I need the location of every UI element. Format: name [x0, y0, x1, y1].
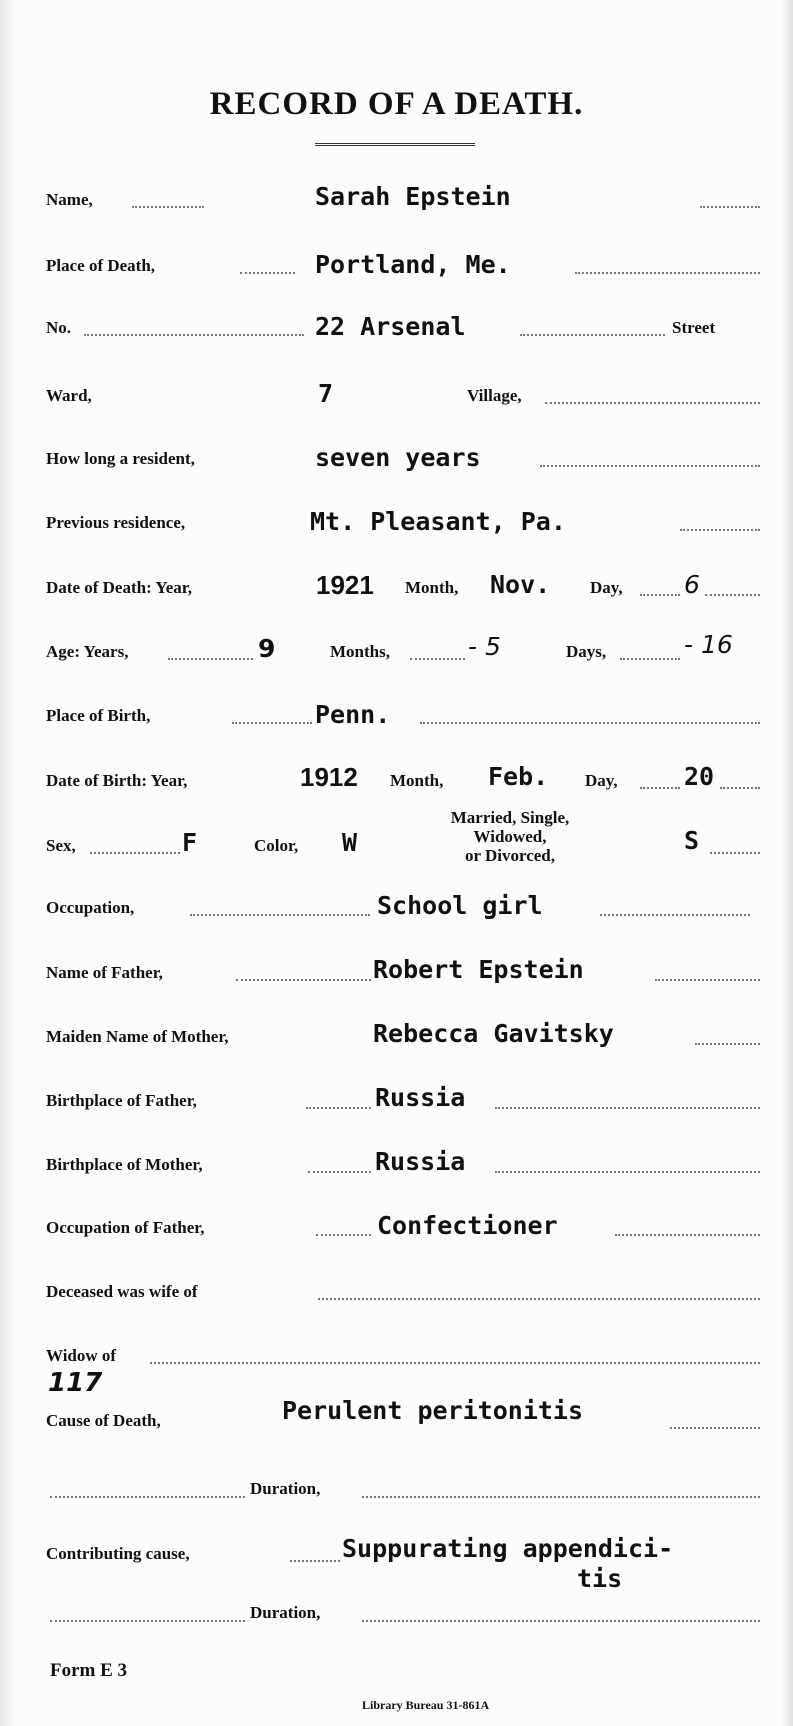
- father-occupation-dots-trail: [615, 1234, 760, 1236]
- page-shadow-left: [0, 0, 16, 1726]
- contributing-dots: [290, 1560, 340, 1562]
- name-dots-trail: [700, 206, 760, 208]
- street-no-value: 22 Arsenal: [315, 312, 466, 341]
- cause-value: Perulent peritonitis: [282, 1396, 584, 1425]
- mother-birthplace-value: Russia: [375, 1147, 466, 1176]
- place-of-birth-value: Penn.: [315, 700, 391, 729]
- dod-year-value: 1921: [316, 570, 374, 600]
- sex-label: Sex,: [46, 836, 76, 855]
- dob-day-dots-lead: [640, 787, 680, 789]
- dod-month-label: Month,: [405, 578, 459, 597]
- wife-of-label: Deceased was wife of: [46, 1282, 198, 1301]
- mother-maiden-label: Maiden Name of Mother,: [46, 1027, 229, 1046]
- age-years-label: Age: Years,: [46, 642, 129, 661]
- age-months-label: Months,: [330, 642, 390, 661]
- age-years-dots: [168, 658, 253, 660]
- duration-2-label: Duration,: [250, 1603, 321, 1622]
- marital-label-line-3: or Divorced,: [464, 846, 556, 865]
- margin-note: 117: [48, 1368, 103, 1398]
- place-of-birth-dots-trail: [420, 722, 760, 724]
- contributing-value-line-1: Suppurating appendici-: [342, 1534, 674, 1563]
- widow-of-dots: [150, 1362, 760, 1364]
- contributing-value-line-2: tis: [577, 1564, 623, 1593]
- marital-value: S: [684, 826, 700, 855]
- place-of-death-value: Portland, Me.: [315, 250, 511, 279]
- previous-residence-label: Previous residence,: [46, 513, 186, 532]
- village-dots: [545, 402, 760, 404]
- wife-of-dots: [318, 1298, 760, 1300]
- sex-dots: [90, 852, 180, 854]
- place-of-death-dots-lead: [240, 272, 295, 274]
- cause-label: Cause of Death,: [46, 1411, 161, 1430]
- ward-label: Ward,: [46, 386, 92, 405]
- resident-dots: [540, 465, 760, 467]
- form-title: RECORD OF A DEATH.: [209, 86, 584, 122]
- place-of-birth-dots-lead: [232, 722, 312, 724]
- dod-day-value: 6: [684, 570, 700, 599]
- father-name-dots-trail: [655, 979, 760, 981]
- duration-1-dots-trail: [362, 1496, 760, 1498]
- father-birthplace-value: Russia: [375, 1083, 466, 1112]
- marital-label-line-2: Widowed,: [473, 827, 547, 846]
- page-shadow-right: [781, 0, 793, 1726]
- occupation-dots-lead: [190, 914, 370, 916]
- father-name-value: Robert Epstein: [373, 955, 584, 984]
- cause-dots: [670, 1427, 760, 1429]
- age-months-value: - 5: [468, 632, 501, 661]
- father-name-label: Name of Father,: [46, 963, 163, 982]
- duration-2-dots-trail: [362, 1620, 760, 1622]
- ward-value: 7: [318, 379, 334, 408]
- dod-day-label: Day,: [590, 578, 623, 597]
- age-days-dots: [620, 658, 680, 660]
- duration-1-label: Duration,: [250, 1479, 321, 1498]
- street-no-label: No.: [46, 318, 72, 337]
- place-of-birth-label: Place of Birth,: [46, 706, 151, 725]
- previous-residence-dots: [680, 529, 760, 531]
- dob-year-value: 1912: [300, 762, 358, 792]
- village-label: Village,: [467, 386, 522, 405]
- age-years-value: 9: [258, 634, 276, 663]
- street-label: Street: [672, 318, 716, 337]
- father-occupation-dots-lead: [316, 1234, 371, 1236]
- form-number: Form E 3: [50, 1660, 128, 1681]
- title-rule: [315, 143, 475, 146]
- mother-maiden-dots: [695, 1043, 760, 1045]
- name-label: Name,: [46, 190, 93, 209]
- resident-label: How long a resident,: [46, 449, 195, 468]
- color-value: W: [342, 828, 358, 857]
- name-dots-lead: [132, 206, 204, 208]
- mother-birthplace-dots-lead: [308, 1171, 371, 1173]
- sex-value: F: [182, 828, 198, 857]
- name-value: Sarah Epstein: [315, 182, 511, 211]
- dob-year-label: Date of Birth: Year,: [46, 771, 188, 790]
- dod-day-dots-trail: [705, 594, 760, 596]
- mother-maiden-value: Rebecca Gavitsky: [373, 1019, 614, 1048]
- father-occupation-label: Occupation of Father,: [46, 1218, 205, 1237]
- dob-month-value: Feb.: [488, 762, 549, 791]
- occupation-value: School girl: [377, 891, 543, 920]
- marital-label-line-1: Married, Single,: [450, 808, 570, 827]
- color-label: Color,: [254, 836, 299, 855]
- place-of-death-label: Place of Death,: [46, 256, 156, 275]
- mother-birthplace-dots-trail: [495, 1171, 760, 1173]
- dob-month-label: Month,: [390, 771, 444, 790]
- mother-birthplace-label: Birthplace of Mother,: [46, 1155, 203, 1174]
- publisher-mark: Library Bureau 31-861A: [362, 1698, 490, 1712]
- marital-dots: [710, 852, 760, 854]
- father-birthplace-dots-lead: [306, 1107, 371, 1109]
- place-of-death-dots-trail: [575, 272, 760, 274]
- father-name-dots-lead: [236, 979, 371, 981]
- father-occupation-value: Confectioner: [377, 1211, 558, 1240]
- contributing-label: Contributing cause,: [46, 1544, 190, 1563]
- dod-day-dots-lead: [640, 594, 680, 596]
- dod-year-label: Date of Death: Year,: [46, 578, 193, 597]
- age-days-label: Days,: [566, 642, 607, 661]
- street-no-dots-lead: [84, 334, 304, 336]
- marital-status-label: [420, 808, 600, 865]
- occupation-dots-trail: [600, 914, 750, 916]
- duration-1-dots-lead: [50, 1496, 245, 1498]
- dob-day-label: Day,: [585, 771, 618, 790]
- dob-day-value: 20: [684, 762, 715, 791]
- resident-value: seven years: [315, 443, 481, 472]
- dod-month-value: Nov.: [490, 570, 551, 599]
- widow-of-label: Widow of: [46, 1346, 117, 1365]
- age-days-value: - 16: [684, 630, 733, 659]
- street-no-dots-trail: [520, 334, 665, 336]
- previous-residence-value: Mt. Pleasant, Pa.: [310, 507, 566, 536]
- dob-day-dots-trail: [720, 787, 760, 789]
- duration-2-dots-lead: [50, 1620, 245, 1622]
- father-birthplace-dots-trail: [495, 1107, 760, 1109]
- age-months-dots: [410, 658, 465, 660]
- father-birthplace-label: Birthplace of Father,: [46, 1091, 197, 1110]
- occupation-label: Occupation,: [46, 898, 135, 917]
